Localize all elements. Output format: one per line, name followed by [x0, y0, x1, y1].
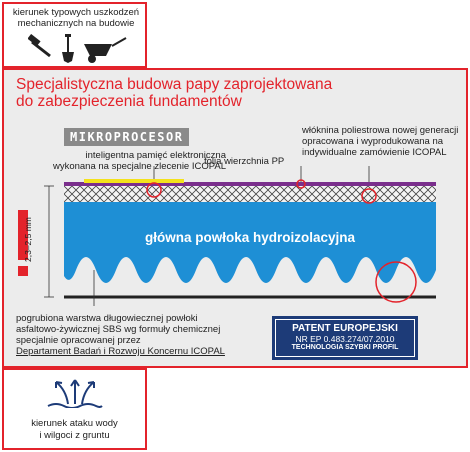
fiber-label-2: opracowana i wyprodukowana na [302, 136, 444, 147]
chip-strip [84, 179, 184, 183]
mikroprocesor-badge: MIKROPROCESOR [64, 128, 189, 146]
fiber-layer [64, 186, 436, 202]
chip-label-1: inteligentna pamięć elektroniczna [85, 150, 226, 161]
main-diagram-panel [2, 68, 468, 368]
film-label: folia wierzchnia PP [204, 156, 285, 167]
shovel-icon [62, 34, 74, 63]
water-label-1: kierunek ataku wody [31, 418, 118, 429]
bottom-label-2: asfaltowo-żywicznej SBS wg formuły chemicznej [16, 324, 221, 335]
main-layer-label: główna powłoka hydroizolacyjna [144, 230, 356, 245]
mechanical-damage-label: kierunek typowych uszkodzeń mechanicznych na budowie [12, 7, 140, 29]
bottom-label-4: Departament Badań i Rozwoju Koncernu ICOPAL [16, 346, 225, 357]
patent-technology: TECHNOLOGIA SZYBKI PROFIL [291, 344, 399, 351]
water-attack-box [2, 368, 147, 450]
patent-title: PATENT EUROPEJSKI [292, 323, 398, 334]
title-line-2: do zabezpieczenia fundamentów [16, 93, 242, 110]
tools-illustration [28, 34, 128, 64]
bottom-label-3: specjalnie opracowanej przez [16, 335, 141, 346]
fiber-label-3: indywidualne zamówienie ICOPAL [302, 147, 447, 158]
chip-label-2: wykonana na specjalne zlecenie ICOPAL [52, 161, 226, 172]
mechanical-damage-box [2, 2, 147, 68]
water-label-2: i wilgoci z gruntu [39, 430, 110, 441]
title-line-1: Specjalistyczna budowa papy zaprojektowana [16, 76, 333, 93]
wheelbarrow-icon [84, 38, 126, 63]
patent-number: NR EP 0.483.274/07.2010 [295, 334, 395, 344]
fiber-label-1: włóknina poliestrowa nowej generacji [302, 125, 459, 136]
thickness-label: 2,3–2,5 mm [23, 217, 33, 262]
hammer-icon [28, 34, 50, 56]
patent-badge [272, 316, 418, 360]
bottom-label-1: pogrubiona warstwa długowiecznej powłoki [16, 313, 198, 324]
water-attack-icon [46, 374, 104, 408]
